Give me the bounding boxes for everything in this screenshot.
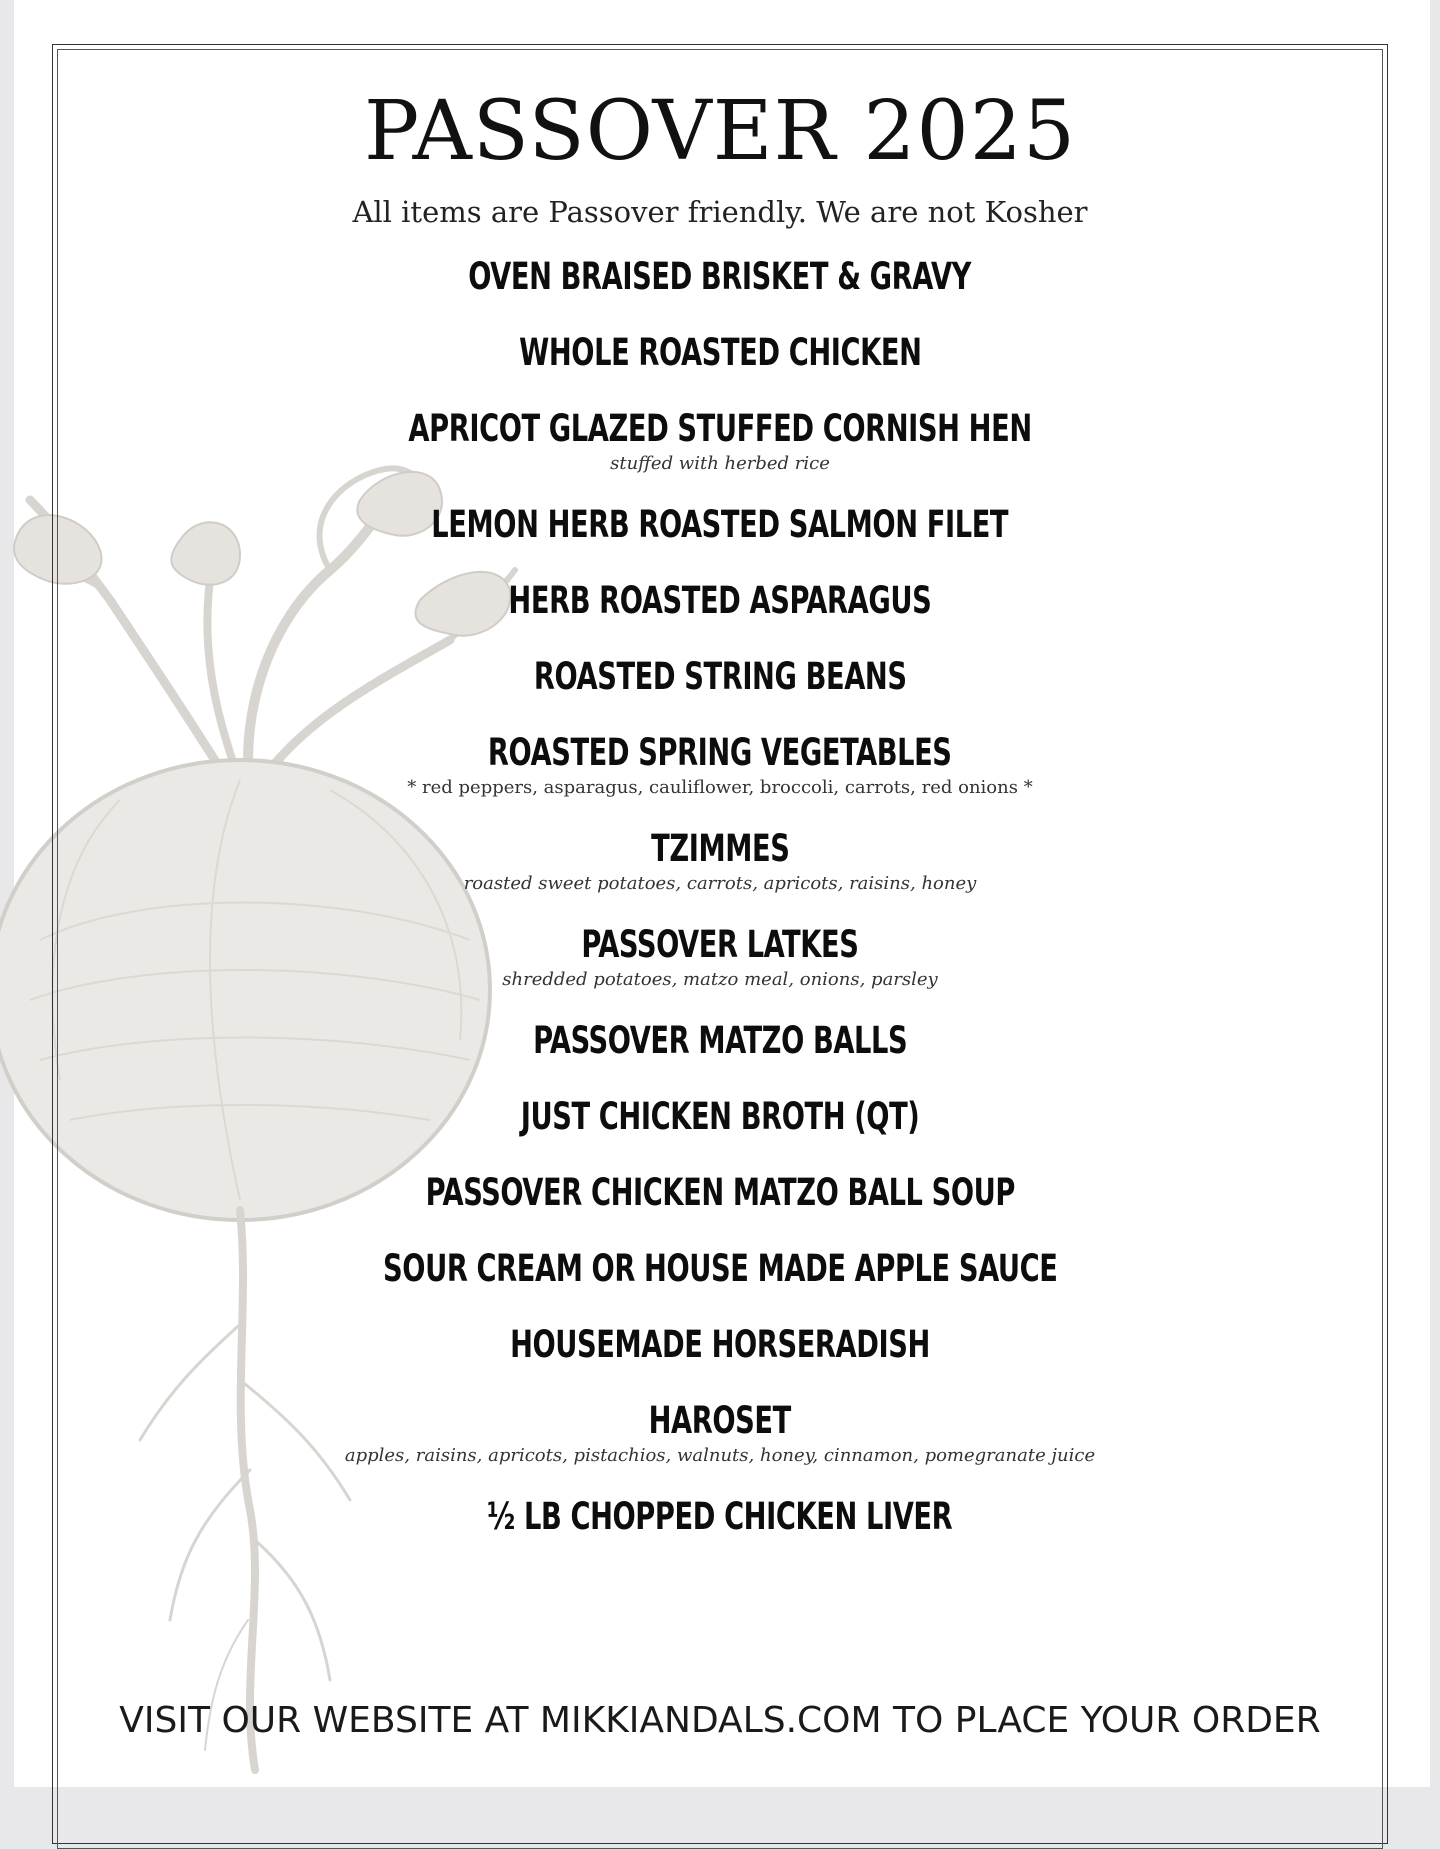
menu-item (57, 1169, 1383, 1217)
menu-item (57, 501, 1383, 549)
page-subtitle: All items are Passover friendly. We are not Kosher (352, 195, 1088, 229)
menu-item-name: ½ LB CHOPPED CHICKEN LIVER (487, 1495, 953, 1538)
menu-item-name: HERB ROASTED ASPARAGUS (508, 579, 932, 622)
menu-item-name: PASSOVER CHICKEN MATZO BALL SOUP (425, 1171, 1015, 1214)
menu-item (57, 825, 1383, 895)
menu-item-name: JUST CHICKEN BROTH (QT) (520, 1095, 920, 1138)
menu-item (57, 405, 1383, 475)
menu-item-name: OVEN BRAISED BRISKET & GRAVY (468, 255, 972, 298)
menu-item-name: PASSOVER MATZO BALLS (532, 1019, 908, 1062)
menu-item-name: TZIMMES (650, 827, 790, 870)
menu-item-name: LEMON HERB ROASTED SALMON FILET (431, 503, 1009, 546)
menu-item (57, 253, 1383, 301)
menu-item (57, 921, 1383, 991)
menu-item (57, 729, 1383, 799)
menu-item-note: stuffed with herbed rice (610, 453, 830, 474)
page-title: PASSOVER 2025 (363, 84, 1077, 179)
menu-item-name: HAROSET (648, 1399, 792, 1442)
menu-list (57, 253, 1383, 1541)
menu-item (57, 1245, 1383, 1293)
menu-item (57, 653, 1383, 701)
menu-item-name: HOUSEMADE HORSERADISH (510, 1323, 930, 1366)
menu-item (57, 577, 1383, 625)
menu-item (57, 1493, 1383, 1541)
menu-item (57, 1397, 1383, 1467)
menu-item-name: ROASTED STRING BEANS (533, 655, 907, 698)
menu-item (57, 1093, 1383, 1141)
order-website-footer: VISIT OUR WEBSITE AT MIKKIANDALS.COM TO PLACE YOUR ORDER (119, 1700, 1321, 1741)
menu-item (57, 329, 1383, 377)
menu-item-name: PASSOVER LATKES (581, 923, 859, 966)
menu-item-note: shredded potatoes, matzo meal, onions, parsley (502, 969, 938, 990)
menu-item-name: APRICOT GLAZED STUFFED CORNISH HEN (408, 407, 1032, 450)
menu-item (57, 1321, 1383, 1369)
menu-content (57, 49, 1383, 1569)
menu-item-name: WHOLE ROASTED CHICKEN (518, 331, 922, 374)
menu-item-note: roasted sweet potatoes, carrots, apricots, raisins, honey (463, 873, 977, 894)
menu-item-name: SOUR CREAM OR HOUSE MADE APPLE SAUCE (382, 1247, 1058, 1290)
menu-item-note: apples, raisins, apricots, pistachios, walnuts, honey, cinnamon, pomegranate juice (344, 1445, 1096, 1466)
menu-item (57, 1017, 1383, 1065)
menu-item-note: * red peppers, asparagus, cauliflower, broccoli, carrots, red onions * (407, 777, 1033, 798)
menu-item-name: ROASTED SPRING VEGETABLES (488, 731, 952, 774)
